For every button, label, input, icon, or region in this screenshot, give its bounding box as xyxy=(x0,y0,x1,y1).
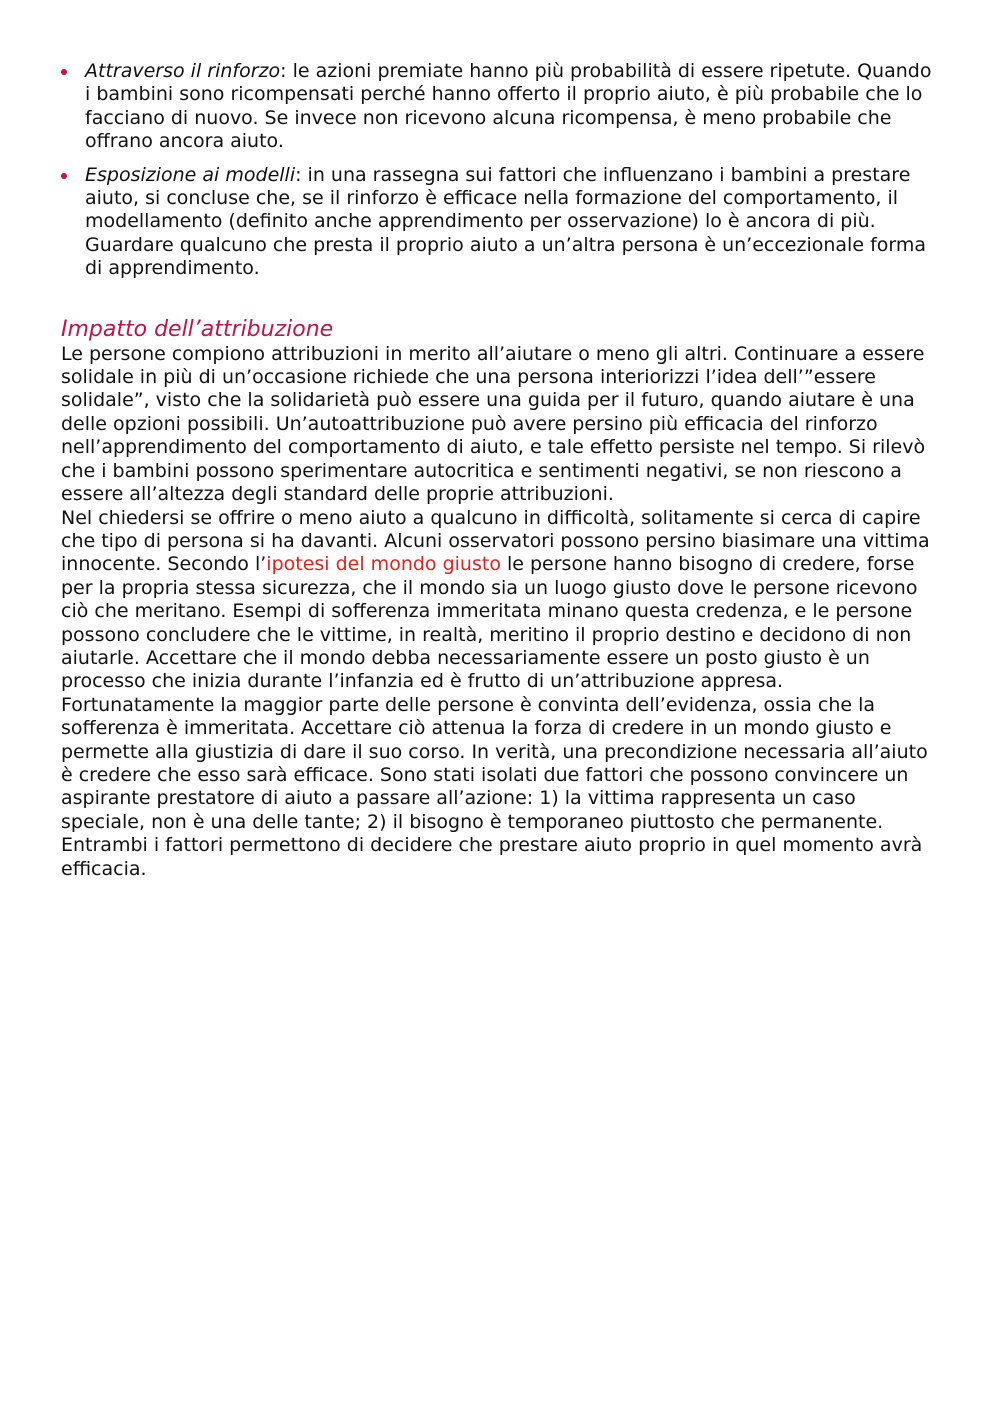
paragraph-attributions: Le persone compiono attribuzioni in merito all’aiutare o meno gli altri. Continuare a essere solidale in più di un’occasione richiede che una persona interiorizzi l’idea dell’”essere solidale”, visto che la solidarietà può essere una guida per il futuro, quando aiutare è una delle opzioni possibili. Un’autoattribuzione può avere persino più efficacia del rinforzo nell’apprendimento del comportamento di aiuto, e tale effetto persiste nel tempo. Si rilevò che i bambini possono sperimentare autocritica e sentimenti negativi, se non riescono a essere all’altezza degli standard delle proprie attribuzioni. xyxy=(61,342,926,506)
bullet-term: Esposizione ai modelli xyxy=(85,163,296,186)
list-item xyxy=(61,60,941,154)
document-page xyxy=(61,60,941,881)
paragraph-just-world xyxy=(61,507,941,694)
section-heading: Impatto dell’attribuzione xyxy=(61,316,334,342)
list-item xyxy=(61,164,941,281)
bullet-term: Attraverso il rinforzo xyxy=(85,60,281,82)
paragraph-text: Nel chiedersi se offrire o meno aiuto a qualcuno in difficoltà, solitamente si cerca di capire che tipo di persona si ha davanti. Alcuni osservatori possono persino biasimare una vittima innocente. Secondo l’ xyxy=(61,506,930,576)
paragraph-text: le persone hanno bisogno di credere, forse per la propria stessa sicurezza, che il mondo sia un luogo giusto dove le persone ricevono ciò che meritano. Esempi di sofferenza immeritata minano questa credenza, e le persone possono concludere che le vittime, in realtà, meritino il proprio destino e decidono di non aiutarle. Accettare che il mondo debba necessariamente essere un posto giusto è un processo che inizia durante l’infanzia ed è frutto di un’attribuzione appresa. xyxy=(61,553,918,693)
bullet-text: : le azioni premiate hanno più probabilità di essere ripetute. Quando i bambini sono ricompensati perché hanno offerto il proprio aiuto, è più probabile che lo facciano di nuovo. Se invece non ricevono alcuna ricompensa, è meno probabile che offrano ancora aiuto. xyxy=(85,60,932,153)
just-world-hypothesis-link[interactable]: ipotesi del mondo giusto xyxy=(266,553,501,576)
bullet-icon xyxy=(61,69,67,75)
bullet-text: : in una rassegna sui fattori che influenzano i bambini a prestare aiuto, si concluse che, se il rinforzo è efficace nella formazione del comportamento, il modellamento (definito anche apprendimento per osservazione) lo è ancora di più. Guardare qualcuno che presta il proprio aiuto a un’altra persona è un’eccezionale forma di apprendimento. xyxy=(85,163,927,280)
bullet-icon xyxy=(61,173,67,179)
bullet-list xyxy=(61,60,941,281)
paragraph-efficacy: Fortunatamente la maggior parte delle persone è convinta dell’evidenza, ossia che la sofferenza è immeritata. Accettare ciò attenua la forza di credere in un mondo giusto e permette alla giustizia di dare il suo corso. In verità, una precondizione necessaria all’aiuto è credere che esso sarà efficace. Sono stati isolati due fattori che possono convincere un aspirante prestatore di aiuto a passare all’azione: 1) la vittima rappresenta un caso speciale, non è una delle tante; 2) il bisogno è temporaneo piuttosto che permanente. Entrambi i fattori permettono di decidere che prestare aiuto proprio in quel momento avrà efficacia. xyxy=(61,693,928,880)
